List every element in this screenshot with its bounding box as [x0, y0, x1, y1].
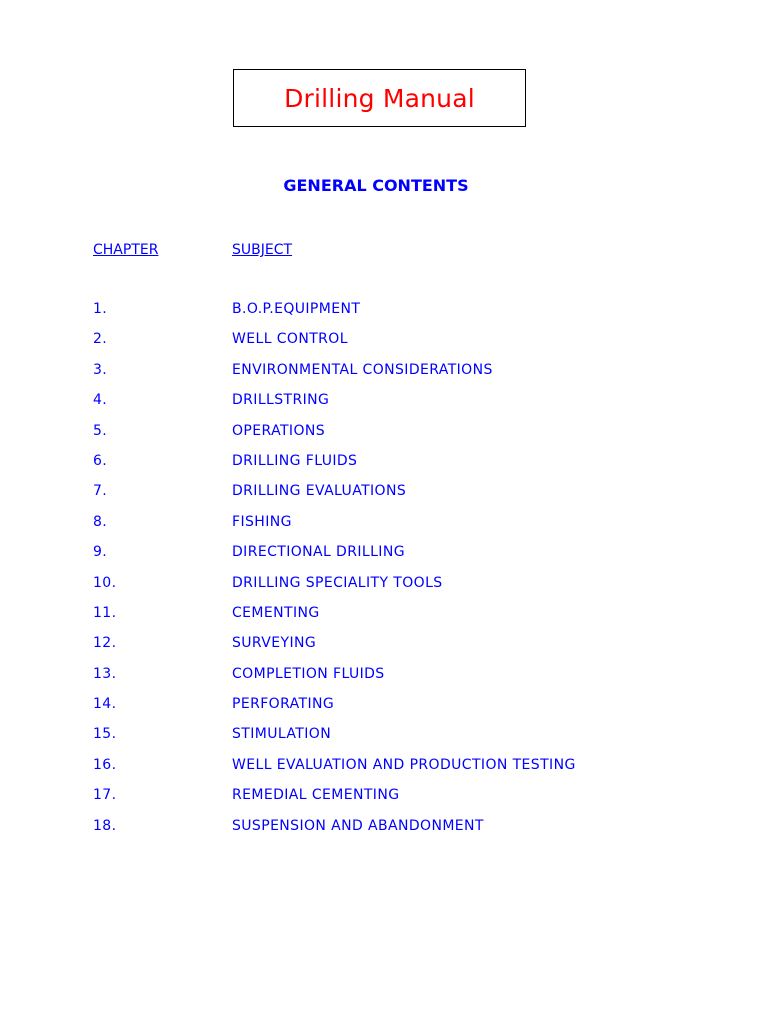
chapter-subject: SUSPENSION AND ABANDONMENT [232, 817, 484, 834]
chapter-number: 5. [93, 422, 108, 439]
title-box [233, 69, 526, 127]
chapter-number: 15. [93, 726, 117, 743]
chapter-number: 9. [93, 544, 108, 561]
chapter-subject: PERFORATING [232, 696, 335, 713]
contents-row [0, 666, 768, 696]
contents-heading: GENERAL CONTENTS [283, 176, 469, 195]
chapter-subject: REMEDIAL CEMENTING [232, 787, 400, 804]
chapter-subject: OPERATIONS [232, 422, 326, 439]
chapter-subject: DRILLING EVALUATIONS [232, 483, 407, 500]
chapter-subject: STIMULATION [232, 726, 332, 743]
contents-row [0, 331, 768, 361]
contents-row [0, 787, 768, 817]
contents-row [0, 605, 768, 635]
chapter-subject: DRILLING FLUIDS [232, 452, 358, 469]
contents-row [0, 544, 768, 574]
chapter-subject: CEMENTING [232, 604, 320, 621]
chapter-subject: DIRECTIONAL DRILLING [232, 544, 405, 561]
contents-row [0, 301, 768, 331]
contents-row [0, 818, 768, 848]
contents-row [0, 453, 768, 483]
contents-list [0, 301, 768, 848]
chapter-number: 3. [93, 361, 108, 378]
contents-row [0, 423, 768, 453]
chapter-column-header: CHAPTER [93, 242, 159, 258]
contents-row [0, 696, 768, 726]
chapter-subject: SURVEYING [232, 635, 317, 652]
contents-row [0, 575, 768, 605]
contents-row [0, 726, 768, 756]
contents-row [0, 514, 768, 544]
chapter-subject: B.O.P.EQUIPMENT [232, 301, 361, 317]
chapter-number: 12. [93, 635, 117, 652]
chapter-number: 4. [93, 392, 108, 409]
chapter-number: 1. [93, 301, 108, 317]
chapter-number: 11. [93, 604, 117, 621]
chapter-subject: WELL EVALUATION AND PRODUCTION TESTING [232, 756, 576, 773]
chapter-number: 7. [93, 483, 108, 500]
chapter-number: 2. [93, 331, 108, 348]
chapter-number: 8. [93, 513, 108, 530]
chapter-subject: ENVIRONMENTAL CONSIDERATIONS [232, 361, 493, 378]
document-title: Drilling Manual [284, 83, 475, 113]
chapter-subject: FISHING [232, 513, 292, 530]
chapter-subject: WELL CONTROL [232, 331, 348, 348]
chapter-number: 6. [93, 452, 108, 469]
chapter-number: 17. [93, 787, 117, 804]
contents-row [0, 392, 768, 422]
contents-row [0, 483, 768, 513]
chapter-number: 13. [93, 665, 117, 682]
contents-row [0, 635, 768, 665]
contents-row [0, 757, 768, 787]
chapter-subject: DRILLSTRING [232, 392, 330, 409]
chapter-number: 18. [93, 817, 117, 834]
chapter-number: 10. [93, 574, 117, 591]
chapter-number: 16. [93, 756, 117, 773]
chapter-number: 14. [93, 696, 117, 713]
contents-row [0, 362, 768, 392]
chapter-subject: COMPLETION FLUIDS [232, 665, 385, 682]
subject-column-header: SUBJECT [232, 242, 293, 258]
chapter-subject: DRILLING SPECIALITY TOOLS [232, 574, 443, 591]
